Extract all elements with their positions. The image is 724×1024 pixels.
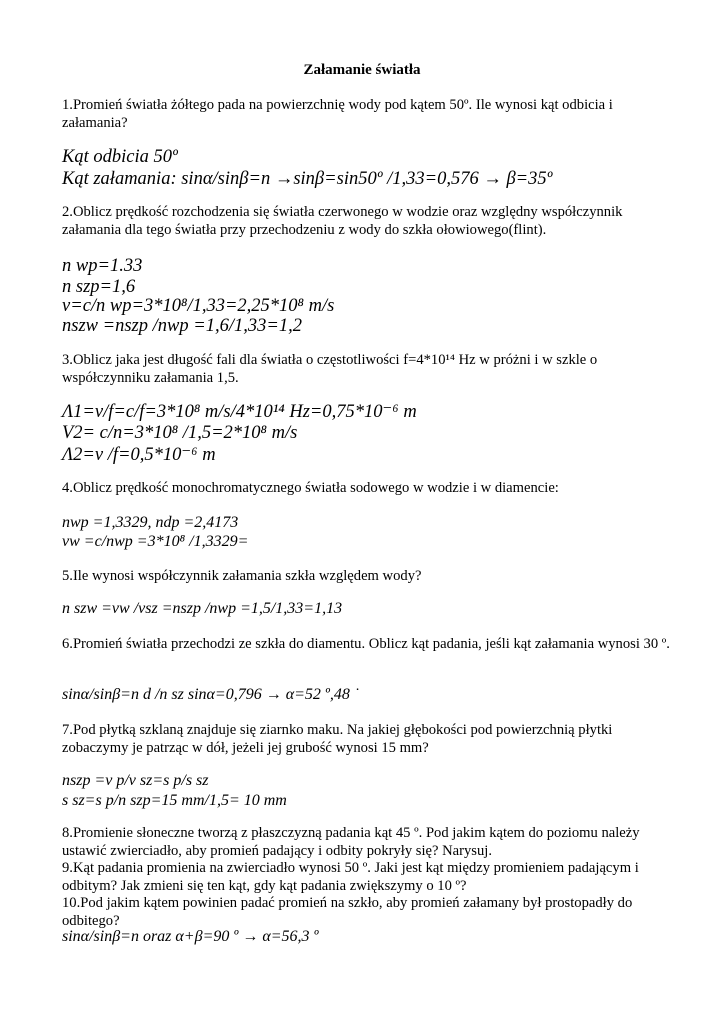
answer-1-line-2: Kąt załamania: sinα/sinβ=n →sinβ=sin50º /1,33=0,576 → β=35º — [62, 169, 553, 189]
answer-3-line-3: Λ2=v /f=0,5*10⁻⁶ m — [62, 445, 216, 465]
question-2: 2.Oblicz prędkość rozchodzenia się światła czerwonego w wodzie oraz względny współczynnik załamania dla tego światła przy przechodzeniu z wody do szkła ołowiowego(flint). — [62, 204, 623, 238]
answer-3-line-2: V2= c/n=3*10⁸ /1,5=2*10⁸ m/s — [62, 423, 298, 443]
answer-4-line-1: nwp =1,3329, ndp =2,4173 — [62, 514, 239, 531]
answer-4-line-2: vw =c/nwp =3*10⁸ /1,3329= — [62, 533, 249, 550]
question-3: 3.Oblicz jaka jest długość fali dla światła o częstotliwości f=4*10¹⁴ Hz w próżni i w szkle o współczynniku załamania 1,5. — [62, 352, 598, 386]
answer-10-line-1: sinα/sinβ=n oraz α+β=90 º → α=56,3 º — [62, 928, 319, 945]
answer-6-line-1: sinα/sinβ=n d /n sz sinα=0,796 → α=52 º,48 ˙ — [62, 686, 360, 703]
answer-2-line-4: nszw =nszp /nwp =1,6/1,33=1,2 — [62, 316, 302, 336]
question-10: 10.Pod jakim kątem powinien padać promień na szkło, aby promień załamany był prostopadły do odbitego? — [62, 895, 633, 929]
question-8: 8.Promienie słoneczne tworzą z płaszczyzną padania kąt 45 º. Pod jakim kątem do poziomu należy ustawić zwierciadło, aby promień padający i odbity pokryły się? Narysuj. — [62, 825, 640, 859]
answer-2-line-3: v=c/n wp=3*10⁸/1,33=2,25*10⁸ m/s — [62, 296, 335, 316]
answer-5-line-1: n szw =vw /vsz =nszp /nwp =1,5/1,33=1,13 — [62, 600, 343, 617]
question-4: 4.Oblicz prędkość monochromatycznego światła sodowego w wodzie i w diamencie: — [62, 480, 559, 496]
answer-3-line-1: Λ1=v/f=c/f=3*10⁸ m/s/4*10¹⁴ Hz=0,75*10⁻⁶ m — [62, 402, 417, 422]
answer-2-line-2: n szp=1,6 — [62, 277, 136, 297]
question-1: 1.Promień światła żółtego pada na powierzchnię wody pod kątem 50º. Ile wynosi kąt odbicia i załamania? — [62, 97, 613, 131]
question-7: 7.Pod płytką szklaną znajduje się ziarnko maku. Na jakiej głębokości pod powierzchnią płytki zobaczymy je patrząc w dół, jeżeli jej grubość wynosi 15 mm? — [62, 722, 613, 756]
answer-2-line-1: n wp=1.33 — [62, 256, 143, 276]
answer-7-line-1: nszp =v p/v sz=s p/s sz — [62, 772, 209, 789]
answer-1-line-1: Kąt odbicia 50º — [62, 147, 178, 167]
question-6: 6.Promień światła przechodzi ze szkła do diamentu. Oblicz kąt padania, jeśli kąt załamania wynosi 30 º. — [62, 636, 670, 652]
question-9: 9.Kąt padania promienia na zwierciadło wynosi 50 º. Jaki jest kąt między promieniem padającym i odbitym? Jak zmieni się ten kąt, gdy kąt padania zwiększymy o 10 º? — [62, 860, 639, 894]
question-5: 5.Ile wynosi współczynnik załamania szkła względem wody? — [62, 568, 422, 584]
answer-7-line-2: s sz=s p/n szp=15 mm/1,5= 10 mm — [62, 792, 287, 809]
document-title: Załamanie światła — [303, 62, 421, 78]
